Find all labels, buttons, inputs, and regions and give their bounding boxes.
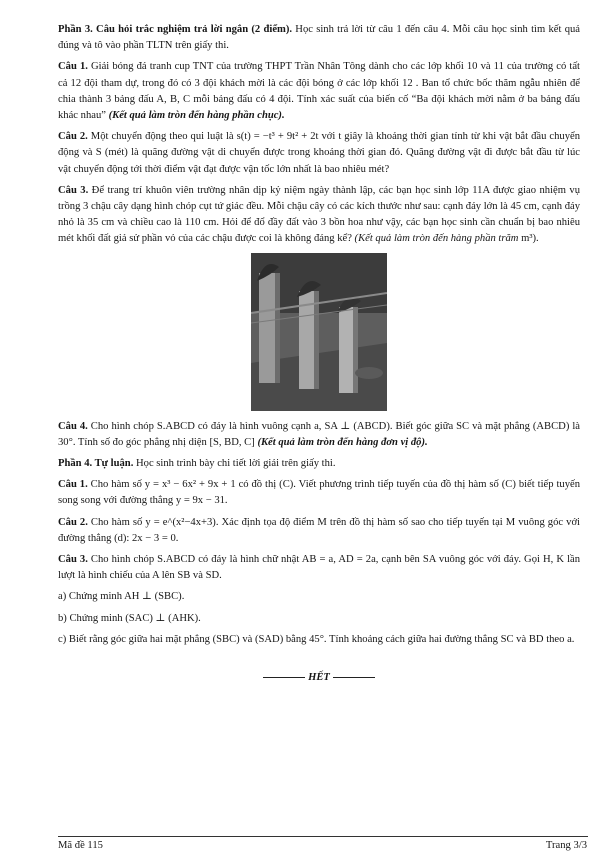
question-label: Câu 3. xyxy=(58,554,88,566)
part3-question-2 xyxy=(58,129,580,178)
question-text: Giải bóng đá tranh cup TNT của trường THPT Trần Nhân Tông dành cho các lớp khối 10 và 11 của trường có tất cả 12 đội tham dự, trong đó có 3 đội khách mời là các đội bóng ở các lớp khối 12 . Ban tổ chức bốc thăm ngẫu nhiên để chia thành 3 bảng đấu A, B, C mỗi bảng đấu có 4 đội. Tính xác suất của biến cố “Ba đội khách mời nằm ở ba bảng đấu khác nhau” xyxy=(58,61,580,122)
end-text: HẾT xyxy=(308,672,330,684)
part3-intro: Học sinh trả lời từ câu 1 đến câu 4. Mỗi câu học sinh tìm kết quả đúng và tô vào phần TLTN trên giấy thi. xyxy=(58,24,580,52)
question-text: Một chuyển động theo qui luật là s(t) = −t³ + 9t² + 2t với t giây là khoảng thời gian tính từ khi vật bắt đầu chuyển động và S (mét) là quãng đường vật di chuyển được trong khoảng thời gian đó. Quãng đường vật đi được bắt đầu từ lúc vật chuyển động tới thời điểm vật đạt được vận tốc lớn nhất là bao nhiêu mét? xyxy=(58,131,580,175)
planter-photo xyxy=(251,253,387,411)
footer-divider xyxy=(58,836,588,837)
end-rule-right xyxy=(333,677,375,678)
part3-question-1 xyxy=(58,59,580,124)
question-text: Cho hình chóp S.ABCD có đáy là hình vuông cạnh a, SA ⊥ (ABCD). Biết góc giữa SC và mặt phẳng (ABCD) là 30°. Tính số đo góc phẳng nhị diện [S, BD, C] xyxy=(58,420,581,448)
part4-intro: Học sinh trình bày chi tiết lời giải trên giấy thi. xyxy=(133,458,336,470)
end-marker xyxy=(58,670,580,686)
question-label: Câu 1. xyxy=(58,479,88,491)
part3-question-4 xyxy=(58,419,580,451)
part4-question-3b: b) Chứng minh (SAC) ⊥ (AHK). xyxy=(58,612,201,624)
question-text: Cho hàm số y = e^(x²−4x+3). Xác định tọa độ điểm M trên đồ thị hàm số sao cho tiếp tuyến tại M vuông góc với đường thẳng (d): 2x − 3 = 0. xyxy=(58,516,580,544)
planter-photo-drawing xyxy=(251,253,387,411)
end-rule-left xyxy=(263,677,305,678)
question-label: Câu 1. xyxy=(58,61,88,73)
part3-question-3 xyxy=(58,183,580,248)
question-text: Để trang trí khuôn viên trường nhân dịp kỷ niệm ngày thành lập, các bạn học sinh lớp 11A được giao nhiệm vụ trồng 3 chậu cây dạng hình chóp cụt tứ giác đều. Mỗi chậu cây có các kích thước như sau: cạnh đáy lớn là 45 cm, cạnh đáy nhỏ là 35 cm và chiều cao là 110 cm. Hỏi để đổ đầy đất vào 3 bồn hoa như vậy, các bạn học sinh cần chuẩn bị bao nhiêu mét khối đất giả sử phần vỏ của các chậu được coi là không đáng kể? xyxy=(58,184,580,245)
part4-question-1 xyxy=(58,477,580,509)
question-text: Cho hàm số y = x³ − 6x² + 9x + 1 có đồ thị (C). Viết phương trình tiếp tuyến của đồ thị hàm số (C) biết tiếp tuyến song song với đường thẳng y = 9x − 31. xyxy=(58,479,580,507)
part4-question-3a: a) Chứng minh AH ⊥ (SBC). xyxy=(58,591,185,603)
question-text: Cho hình chóp S.ABCD có đáy là hình chữ nhật AB = a, AD = 2a, cạnh bên SA vuông góc với đáy. Gọi H, K lần lượt là hình chiếu của A lên SB và SD. xyxy=(58,554,581,582)
question-note: (Kết quả làm tròn đến hàng đơn vị độ). xyxy=(257,436,428,448)
exam-code: Mã đề 115 xyxy=(58,840,103,851)
question-label: Câu 2. xyxy=(58,516,88,528)
part3-intro-paragraph xyxy=(58,22,580,54)
part4-question-3 xyxy=(58,552,580,584)
question-unit: m³). xyxy=(518,233,539,245)
exam-content xyxy=(58,22,580,686)
question-note: (Kết quả làm tròn đến hàng phần trăm xyxy=(354,233,519,245)
part3-heading: Phần 3. Câu hỏi trắc nghiệm trả lời ngắn (2 điểm). xyxy=(58,24,293,35)
part4-heading: Phần 4. Tự luận. xyxy=(58,458,134,470)
question-note: (Kết quả làm tròn đến hàng phần chục). xyxy=(108,110,285,122)
part4-question-2 xyxy=(58,515,580,547)
question-label: Câu 4. xyxy=(58,420,88,432)
part4-question-3c: c) Biết rằng góc giữa hai mặt phẳng (SBC) và (SAD) bằng 45°. Tính khoảng cách giữa hai đường thẳng SC và BD theo a. xyxy=(58,633,575,645)
question-label: Câu 2. xyxy=(58,131,88,143)
part4-intro-paragraph xyxy=(58,456,580,472)
question-label: Câu 3. xyxy=(58,184,89,196)
page-number: Trang 3/3 xyxy=(545,840,587,851)
